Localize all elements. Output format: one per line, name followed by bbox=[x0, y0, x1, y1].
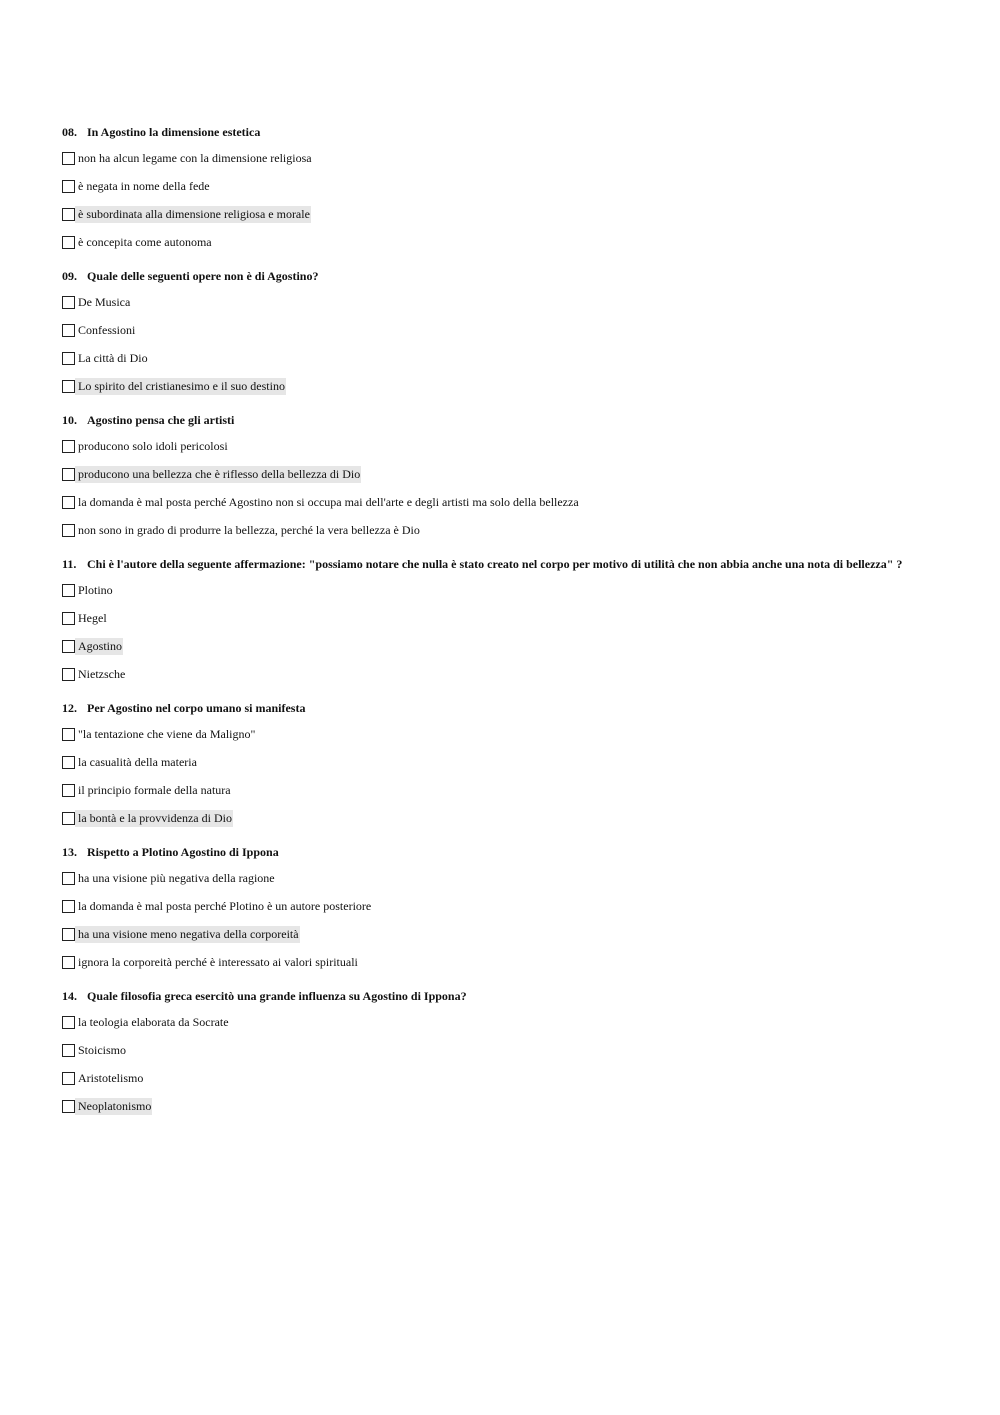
answer-option[interactable] bbox=[62, 288, 942, 316]
question-number: 12. bbox=[62, 701, 77, 715]
question-number: 13. bbox=[62, 845, 77, 859]
answer-checkbox[interactable] bbox=[62, 1016, 75, 1029]
question-number: 11. bbox=[62, 557, 77, 571]
answer-checkbox[interactable] bbox=[62, 324, 75, 337]
question-title bbox=[62, 701, 942, 715]
answer-option[interactable] bbox=[62, 488, 942, 516]
answer-label: è concepita come autonoma bbox=[78, 234, 212, 249]
answer-checkbox[interactable] bbox=[62, 812, 75, 825]
answer-checkbox[interactable] bbox=[62, 956, 75, 969]
question-text: Rispetto a Plotino Agostino di Ippona bbox=[87, 845, 279, 859]
question-text: In Agostino la dimensione estetica bbox=[87, 125, 261, 139]
answer-option[interactable] bbox=[62, 1008, 942, 1036]
answer-option[interactable] bbox=[62, 864, 942, 892]
answer-option[interactable] bbox=[62, 172, 942, 200]
answer-label-highlighted: la bontà e la provvidenza di Dio bbox=[75, 810, 233, 827]
question-block bbox=[62, 701, 942, 832]
question-text: Chi è l'autore della seguente affermazione: "possiamo notare che nulla è stato creato nel corpo per motivo di utilità che non abbia anche una nota di bellezza" ? bbox=[87, 557, 903, 571]
question-number: 09. bbox=[62, 269, 77, 283]
answer-checkbox[interactable] bbox=[62, 352, 75, 365]
question-title bbox=[62, 269, 942, 283]
answer-label: non sono in grado di produrre la bellezza, perché la vera bellezza è Dio bbox=[78, 522, 420, 537]
question-title bbox=[62, 989, 942, 1003]
answer-checkbox[interactable] bbox=[62, 640, 75, 653]
answer-checkbox[interactable] bbox=[62, 440, 75, 453]
answer-label: ignora la corporeità perché è interessato ai valori spirituali bbox=[78, 954, 358, 969]
answer-option[interactable] bbox=[62, 776, 942, 804]
answer-label: producono solo idoli pericolosi bbox=[78, 438, 228, 453]
answer-label: De Musica bbox=[78, 294, 131, 309]
answer-checkbox[interactable] bbox=[62, 380, 75, 393]
answer-checkbox[interactable] bbox=[62, 496, 75, 509]
answer-option[interactable] bbox=[62, 516, 942, 544]
answer-checkbox[interactable] bbox=[62, 208, 75, 221]
question-title bbox=[62, 125, 942, 139]
answer-label-highlighted: Neoplatonismo bbox=[75, 1098, 152, 1115]
question-title bbox=[62, 845, 942, 859]
question-number: 10. bbox=[62, 413, 77, 427]
answer-checkbox[interactable] bbox=[62, 612, 75, 625]
question-block bbox=[62, 845, 942, 976]
answer-label: il principio formale della natura bbox=[78, 782, 231, 797]
answer-label: "la tentazione che viene da Maligno" bbox=[78, 726, 256, 741]
answer-option[interactable] bbox=[62, 576, 942, 604]
quiz-page bbox=[62, 125, 942, 1133]
question-title bbox=[62, 557, 942, 571]
question-text: Quale filosofia greca esercitò una grande influenza su Agostino di Ippona? bbox=[87, 989, 467, 1003]
answer-option[interactable] bbox=[62, 432, 942, 460]
answer-label: Confessioni bbox=[78, 322, 136, 337]
question-text: Agostino pensa che gli artisti bbox=[87, 413, 235, 427]
question-block bbox=[62, 125, 942, 256]
answer-option[interactable] bbox=[62, 344, 942, 372]
answer-option[interactable] bbox=[62, 660, 942, 688]
answer-option[interactable] bbox=[62, 460, 942, 488]
answer-label: la domanda è mal posta perché Agostino non si occupa mai dell'arte e degli artisti ma solo della bellezza bbox=[78, 494, 579, 509]
answer-label: la teologia elaborata da Socrate bbox=[78, 1014, 229, 1029]
question-block bbox=[62, 557, 942, 688]
answer-label: la domanda è mal posta perché Plotino è un autore posteriore bbox=[78, 898, 372, 913]
answer-option[interactable] bbox=[62, 920, 942, 948]
question-block bbox=[62, 269, 942, 400]
answer-option[interactable] bbox=[62, 200, 942, 228]
answer-option[interactable] bbox=[62, 1064, 942, 1092]
question-text: Quale delle seguenti opere non è di Agostino? bbox=[87, 269, 319, 283]
answer-checkbox[interactable] bbox=[62, 180, 75, 193]
answer-option[interactable] bbox=[62, 748, 942, 776]
answer-label: Stoicismo bbox=[78, 1042, 127, 1057]
answer-checkbox[interactable] bbox=[62, 1100, 75, 1113]
answer-checkbox[interactable] bbox=[62, 296, 75, 309]
answer-label-highlighted: ha una visione meno negativa della corporeità bbox=[75, 926, 300, 943]
answer-label: la casualità della materia bbox=[78, 754, 197, 769]
answer-option[interactable] bbox=[62, 1092, 942, 1120]
question-number: 08. bbox=[62, 125, 77, 139]
answer-checkbox[interactable] bbox=[62, 236, 75, 249]
answer-checkbox[interactable] bbox=[62, 872, 75, 885]
answer-label: Nietzsche bbox=[78, 666, 126, 681]
question-text: Per Agostino nel corpo umano si manifesta bbox=[87, 701, 306, 715]
question-block bbox=[62, 989, 942, 1120]
answer-label-highlighted: Agostino bbox=[75, 638, 123, 655]
answer-checkbox[interactable] bbox=[62, 668, 75, 681]
answer-option[interactable] bbox=[62, 372, 942, 400]
answer-checkbox[interactable] bbox=[62, 468, 75, 481]
answer-checkbox[interactable] bbox=[62, 784, 75, 797]
answer-checkbox[interactable] bbox=[62, 928, 75, 941]
answer-checkbox[interactable] bbox=[62, 756, 75, 769]
answer-label: non ha alcun legame con la dimensione religiosa bbox=[78, 150, 312, 165]
answer-option[interactable] bbox=[62, 144, 942, 172]
question-block bbox=[62, 413, 942, 544]
answer-label: Aristotelismo bbox=[78, 1070, 144, 1085]
question-title bbox=[62, 413, 942, 427]
answer-checkbox[interactable] bbox=[62, 152, 75, 165]
answer-label-highlighted: producono una bellezza che è riflesso della bellezza di Dio bbox=[75, 466, 361, 483]
answer-checkbox[interactable] bbox=[62, 900, 75, 913]
answer-label: Hegel bbox=[78, 610, 107, 625]
answer-checkbox[interactable] bbox=[62, 584, 75, 597]
answer-option[interactable] bbox=[62, 316, 942, 344]
question-number: 14. bbox=[62, 989, 77, 1003]
answer-option[interactable] bbox=[62, 892, 942, 920]
answer-label: Plotino bbox=[78, 582, 113, 597]
answer-checkbox[interactable] bbox=[62, 1044, 75, 1057]
answer-label: ha una visione più negativa della ragione bbox=[78, 870, 275, 885]
answer-option[interactable] bbox=[62, 1036, 942, 1064]
answer-option[interactable] bbox=[62, 632, 942, 660]
answer-option[interactable] bbox=[62, 720, 942, 748]
answer-label-highlighted: è subordinata alla dimensione religiosa e morale bbox=[75, 206, 311, 223]
answer-checkbox[interactable] bbox=[62, 524, 75, 537]
answer-label-highlighted: Lo spirito del cristianesimo e il suo destino bbox=[75, 378, 286, 395]
answer-label: La città di Dio bbox=[78, 350, 148, 365]
answer-checkbox[interactable] bbox=[62, 728, 75, 741]
answer-checkbox[interactable] bbox=[62, 1072, 75, 1085]
answer-option[interactable] bbox=[62, 604, 942, 632]
answer-option[interactable] bbox=[62, 228, 942, 256]
answer-option[interactable] bbox=[62, 948, 942, 976]
answer-label: è negata in nome della fede bbox=[78, 178, 210, 193]
answer-option[interactable] bbox=[62, 804, 942, 832]
